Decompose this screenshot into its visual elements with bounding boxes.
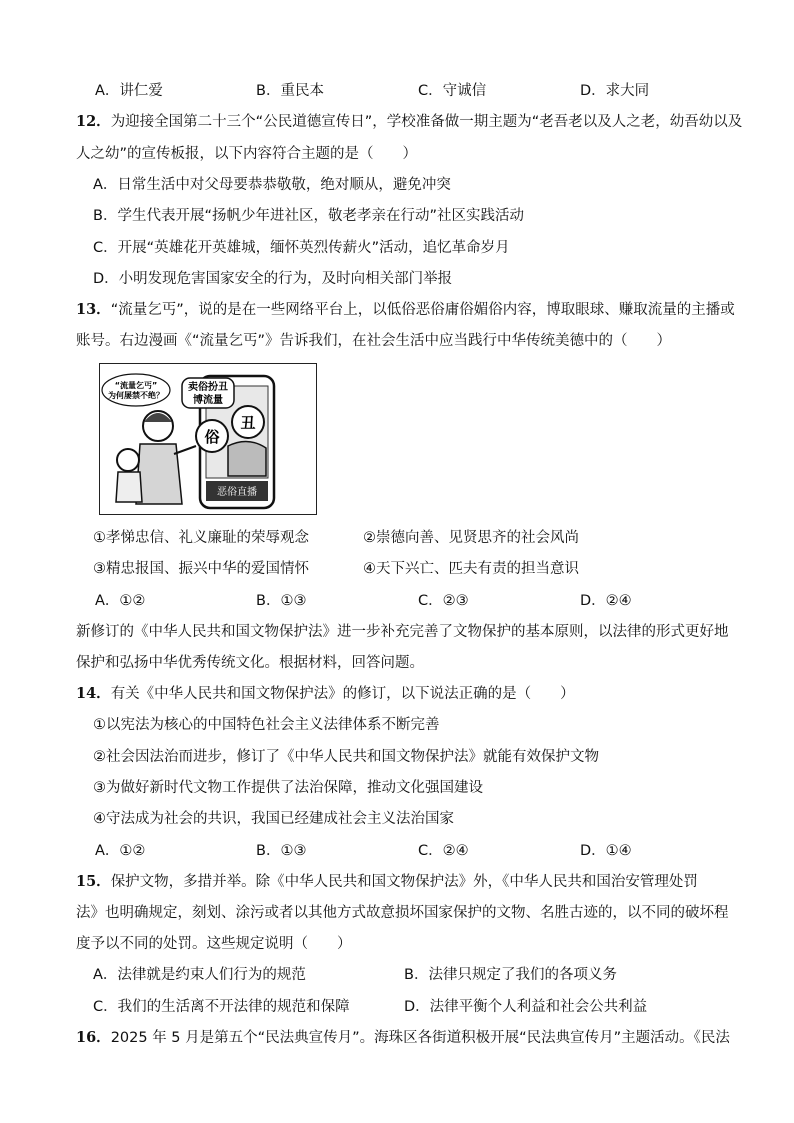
phone-label: 恶俗直播 [217,487,257,498]
bubble-left-line-1: “流量乞丐” [114,381,158,390]
material-line-1: 新修订的《中华人民共和国文物保护法》进一步补充完善了文物保护的基本原则，以法律的形式更好地 [76,624,729,640]
q13-item-3: ③精忠报国、振兴中华的爱国情怀 [93,561,309,577]
q14-option-c: C．②④ [418,843,469,859]
q13-stem-text-1: “流量乞丐”，说的是在一些网络平台上，以低俗恶俗庸俗媚俗内容，博取眼球、赚取流量的主播或 [110,302,735,318]
q13-option-b: B．①③ [256,593,307,609]
q14-stem-text: 有关《中华人民共和国文物保护法》的修订，以下说法正确的是（ ） [110,686,575,702]
q15-stem-line-2: 法》也明确规定，刻划、涂污或者以其他方式故意损坏国家保护的文物、名胜古迹的，以不同的破坏程 [76,905,729,921]
q15-option-b: B．法律只规定了我们的各项义务 [404,967,617,983]
q12-stem-text-1: 为迎接全国第二十三个“公民道德宣传日”，学校准备做一期主题为“老吾老以及人之老，幼吾幼以及 [110,114,743,130]
q13-option-d: D．②④ [580,593,632,609]
q15-stem-line-3: 度予以不同的处罚。这些规定说明（ ） [76,936,352,952]
child-head [117,449,139,471]
q12-option-b: B．学生代表开展“扬帆少年进社区，敬老孝亲在行动”社区实践活动 [93,208,524,224]
q15-option-d: D．法律平衡个人利益和社会公共利益 [404,999,648,1015]
q13-stem-line-2: 账号。右边漫画《“流量乞丐”》告诉我们，在社会生活中应当践行中华传统美德中的（ ） [76,333,672,349]
bubble-right-line-2: 博流量 [193,395,223,406]
q11-option-a: A．讲仁爱 [95,83,163,99]
q15-option-c: C．我们的生活离不开法律的规范和保障 [93,999,350,1015]
q13-stem-line-1 [76,300,735,320]
q13-item-4: ④天下兴亡、匹夫有责的担当意识 [363,561,579,577]
q16-number: 16． [76,1029,111,1046]
q12-number: 12． [76,113,111,130]
char-su: 俗 [204,428,220,446]
material-line-2: 保护和弘扬中华优秀传统文化。根据材料，回答问题。 [76,655,424,671]
q16-stem-text-1: 2025 年 5 月是第五个“民法典宣传月”。海珠区各街道积极开展“民法典宣传月”主题活动。《民法 [110,1030,730,1046]
q12-option-c: C．开展“英雄花开英雄城，缅怀英烈传薪火”活动，追忆革命岁月 [93,240,510,256]
q12-option-d: D．小明发现危害国家安全的行为，及时向相关部门举报 [93,271,453,287]
q14-item-3: ③为做好新时代文物工作提供了法治保障，推动文化强国建设 [93,780,483,796]
q15-number: 15． [76,873,111,890]
q11-option-b: B．重民本 [256,83,324,99]
q14-item-2: ②社会因法治而进步，修订了《中华人民共和国文物保护法》就能有效保护文物 [93,749,599,765]
q14-option-a: A．①② [95,843,146,859]
q14-number: 14． [76,685,111,702]
q13-comic-figure [99,363,317,515]
q12-option-a: A．日常生活中对父母要恭恭敬敬，绝对顺从，避免冲突 [93,177,451,193]
q14-item-4: ④守法成为社会的共识，我国已经建成社会主义法治国家 [93,811,454,827]
q13-option-c: C．②③ [418,593,469,609]
q15-option-a: A．法律就是约束人们行为的规范 [93,967,306,983]
q14-item-1: ①以宪法为核心的中国特色社会主义法律体系不断完善 [93,717,440,733]
q14-option-b: B．①③ [256,843,307,859]
child-body [116,472,142,502]
q13-item-2: ②崇德向善、见贤思齐的社会风尚 [363,530,579,546]
comic-illustration [100,364,315,513]
bubble-left-line-2: 为何屡禁不绝？ [108,391,164,400]
q12-stem-line-1 [76,112,742,132]
q14-stem [76,684,575,704]
bubble-left [102,374,170,406]
q13-option-a: A．①② [95,593,146,609]
q11-option-d: D．求大同 [580,83,650,99]
q13-number: 13． [76,301,111,318]
streamer-body [228,441,266,476]
char-chou: 丑 [240,414,256,432]
q14-option-d: D．①④ [580,843,632,859]
bubble-right-line-1: 卖俗扮丑 [188,382,228,393]
q15-stem-text-1: 保护文物，多措并举。除《中华人民共和国文物保护法》外，《中华人民共和国治安管理处罚 [110,874,698,890]
q15-stem-line-1 [76,872,698,892]
q13-item-1: ①孝悌忠信、礼义廉耻的荣辱观念 [93,530,309,546]
q11-option-c: C．守诚信 [418,83,487,99]
q16-stem-line-1 [76,1028,730,1048]
q12-stem-line-2: 人之幼”的宣传板报，以下内容符合主题的是（ ） [76,146,418,162]
